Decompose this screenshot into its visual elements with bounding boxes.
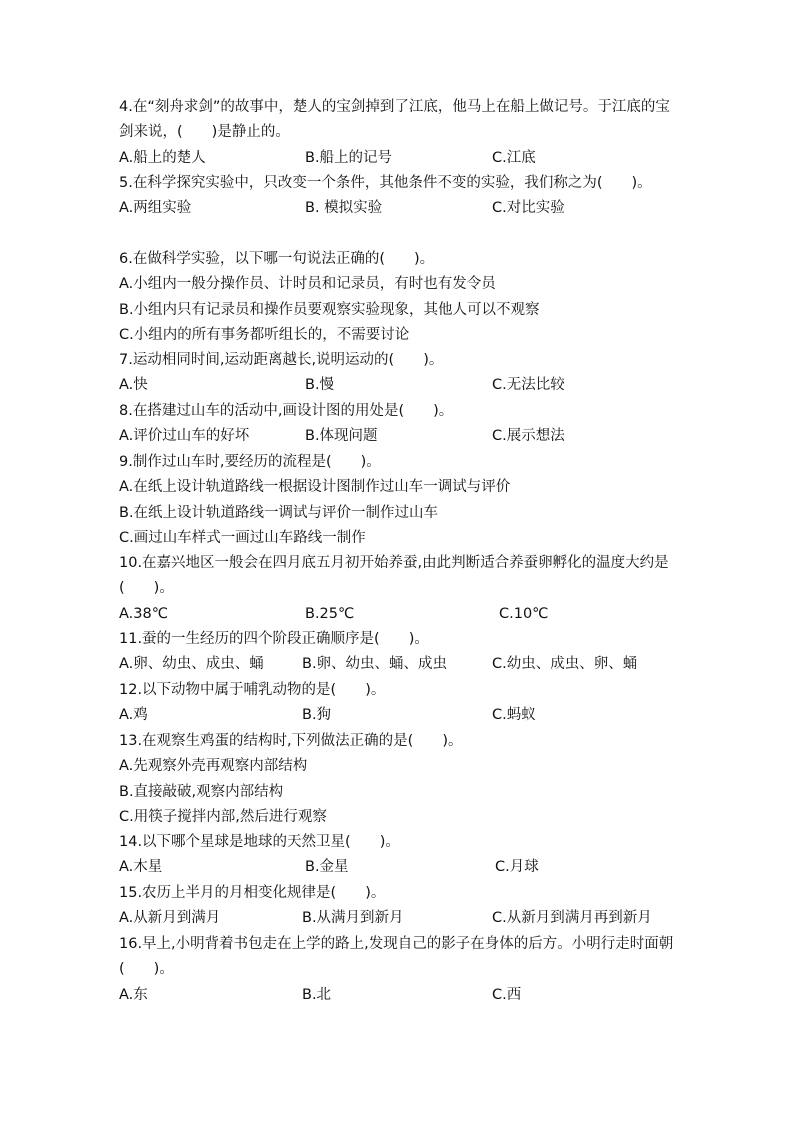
question-stem: 15.农历上半月的月相变化规律是( )。 [119,885,386,901]
option-a: A.在纸上设计轨道路线一根据设计图制作过山车一调试与评价 [119,479,511,496]
option-a: A.船上的楚人 [119,149,206,166]
question-11 [119,627,679,678]
option-row [119,855,679,880]
option-row [119,602,679,627]
option-a: A.卵、幼虫、成虫、蛹 [119,656,264,673]
option-b: B.25℃ [305,605,355,622]
question-14 [119,830,679,881]
option-c: C.幼虫、成虫、卵、蛹 [492,656,638,673]
option-c: C.小组内的所有事务都听组长的，不需要讨论 [119,327,410,344]
option-c: C.从新月到满月再到新月 [492,910,652,927]
option-b: B.狗 [302,707,332,724]
option-row [119,652,679,677]
option-row [119,196,679,221]
option-b: B.船上的记号 [305,149,393,166]
option-c: C.画过山车样式一画过山车路线一制作 [119,530,366,547]
option-b: B.小组内只有记录员和操作员要观察实验现象，其他人可以不观察 [119,301,540,318]
option-c: C.月球 [495,859,539,876]
option-c: C.西 [492,986,522,1003]
question-4 [119,95,679,171]
question-stem: 16.早上,小明背着书包走在上学的路上,发现自己的影子在身体的后方。小明行走时面朝( )。 [119,936,674,978]
question-stem: 9.制作过山车时,要经历的流程是( )。 [119,454,381,470]
option-b: B.金星 [305,859,349,876]
question-12 [119,678,679,729]
option-b: B.慢 [305,377,335,394]
option-c: C.对比实验 [492,200,565,217]
option-row [119,703,679,728]
option-a: A.评价过山车的好坏 [119,428,250,445]
option-c: C.展示想法 [492,428,565,445]
question-9 [119,450,679,552]
question-stem: 4.在“刻舟求剑”的故事中，楚人的宝剑掉到了江底，他马上在船上做记号。于江底的宝剑来说，( )是静止的。 [119,99,670,141]
option-a: A.38℃ [119,605,169,622]
option-row [119,373,679,398]
question-15 [119,881,679,932]
question-6 [119,247,679,349]
option-c: C.江底 [492,149,536,166]
option-a: A.东 [119,986,148,1003]
question-stem: 8.在搭建过山车的活动中,画设计图的用处是( )。 [119,403,454,419]
option-a: A.先观察外壳再观察内部结构 [119,758,308,775]
option-row [119,983,679,1008]
question-stem: 6.在做科学实验，以下哪一句说法正确的( )。 [119,251,435,267]
question-13 [119,729,679,831]
option-a: A.从新月到满月 [119,910,221,927]
option-b: B.在纸上设计轨道路线一调试与评价一制作过山车 [119,504,439,521]
question-stem: 10.在嘉兴地区一般会在四月底五月初开始养蚕,由此判断适合养蚕卵孵化的温度大约是( )。 [119,555,669,597]
question-5 [119,171,679,222]
question-stem: 7.运动相同时间,运动距离越长,说明运动的( )。 [119,352,444,368]
question-stem: 12.以下动物中属于哺乳动物的是( )。 [119,682,386,698]
option-c: C.蚂蚁 [492,707,536,724]
question-stem: 5.在科学探究实验中，只改变一个条件，其他条件不变的实验，我们称之为( )。 [119,175,652,191]
option-b: B.体现问题 [305,428,378,445]
option-a: A.快 [119,377,148,394]
option-b: B.卵、幼虫、蛹、成虫 [302,656,448,673]
option-a: A.鸡 [119,707,148,724]
option-c: C.无法比较 [492,377,565,394]
option-b: B.直接敲破,观察内部结构 [119,783,284,800]
option-row [119,906,679,931]
option-a: A.木星 [119,859,163,876]
option-b: B. 模拟实验 [305,200,383,217]
option-row [119,146,679,171]
question-8 [119,399,679,450]
option-b: B.从满月到新月 [302,910,404,927]
question-16 [119,932,679,1008]
option-a: A.两组实验 [119,200,192,217]
option-row [119,424,679,449]
question-10 [119,551,679,627]
question-stem: 13.在观察生鸡蛋的结构时,下列做法正确的是( )。 [119,733,463,749]
option-b: B.北 [302,986,332,1003]
option-c: C.用筷子搅拌内部,然后进行观察 [119,809,327,826]
question-stem: 11.蚕的一生经历的四个阶段正确顺序是( )。 [119,631,429,647]
question-7 [119,348,679,399]
option-c: C.10℃ [499,605,549,622]
question-stem: 14.以下哪个星球是地球的天然卫星( )。 [119,834,400,850]
option-a: A.小组内一般分操作员、计时员和记录员，有时也有发令员 [119,276,496,293]
